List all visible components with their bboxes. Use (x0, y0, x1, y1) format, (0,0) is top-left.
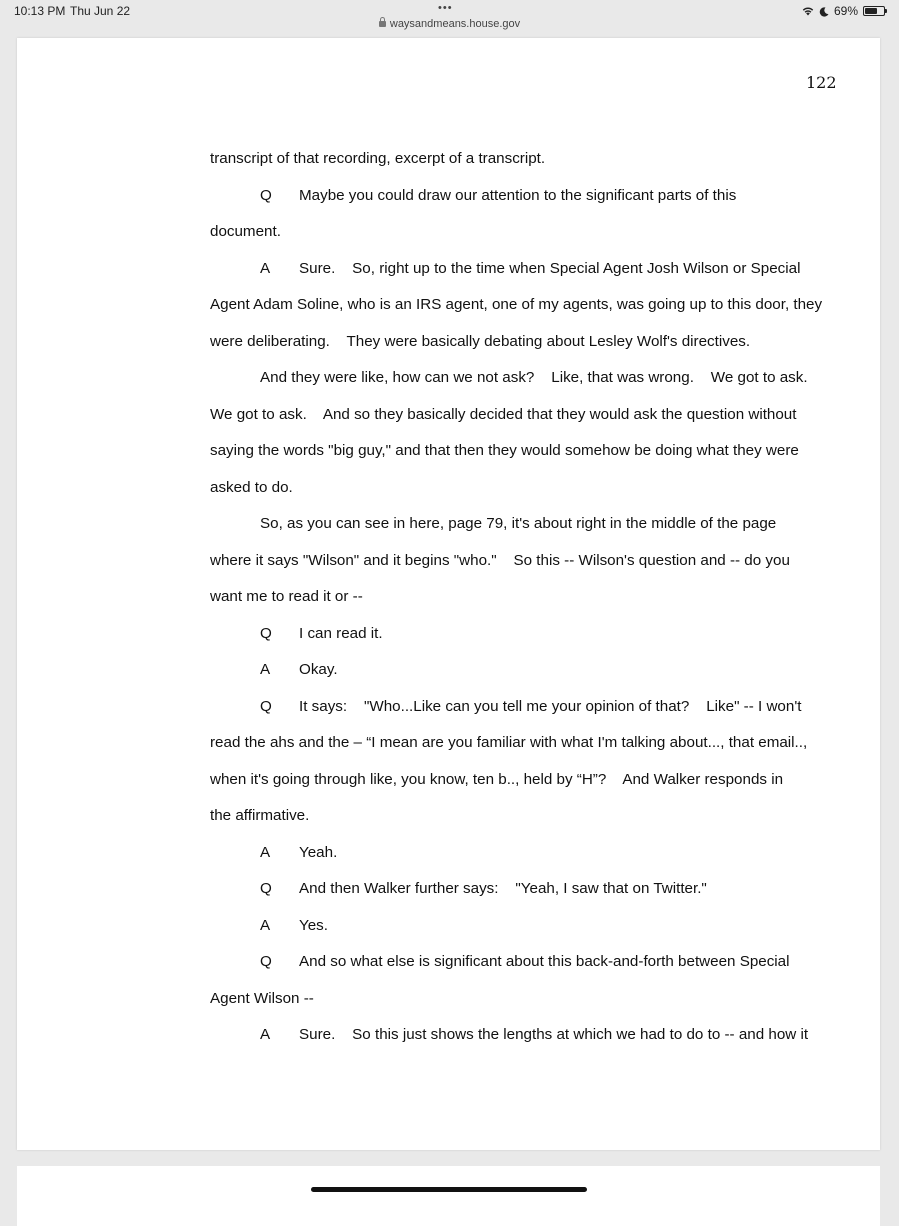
transcript-line: So, as you can see in here, page 79, it's about right in the middle of the page (260, 515, 777, 532)
status-bar (0, 0, 899, 38)
transcript-line: document. (210, 223, 281, 240)
address-bar[interactable] (0, 18, 899, 30)
transcript-line: were deliberating. They were basically debating about Lesley Wolf's directives. (210, 332, 751, 350)
speaker-label: Q (260, 697, 272, 715)
status-time: 10:13 PM (14, 4, 66, 18)
home-indicator[interactable] (311, 1187, 587, 1192)
page-number: 122 (806, 73, 837, 92)
transcript-line: It says: "Who...Like can you tell me your opinion of that? Like" -- I won't (299, 697, 802, 715)
transcript-line: Agent Adam Soline, who is an IRS agent, one of my agents, was going up to this door, they (210, 296, 823, 313)
transcript-line: I can read it. (299, 624, 383, 642)
speaker-label: A (260, 259, 271, 277)
status-date: Thu Jun 22 (70, 4, 131, 18)
speaker-label: A (260, 661, 271, 678)
status-indicators (802, 4, 885, 18)
transcript-line: We got to ask. And so they basically decided that they would ask the question without (210, 405, 797, 423)
transcript-line: And they were like, how can we not ask? Like, that was wrong. We got to ask. (260, 369, 808, 386)
moon-icon (819, 6, 829, 16)
battery-percent: 69% (833, 4, 858, 18)
transcript-line: the affirmative. (210, 807, 310, 824)
transcript-line: And then Walker further says: "Yeah, I saw that on Twitter." (299, 880, 707, 897)
speaker-label: Q (260, 624, 272, 642)
transcript-line: saying the words "big guy," and that then they would somehow be doing what they were (210, 442, 799, 459)
url-text: waysandmeans.house.gov (389, 18, 521, 30)
speaker-label: Q (260, 186, 272, 204)
speaker-label: Q (260, 953, 272, 970)
document-page (17, 38, 880, 1150)
wifi-icon (802, 6, 814, 16)
battery-icon (863, 6, 885, 16)
transcript-line: read the ahs and the – “I mean are you familiar with what I'm talking about..., that email.., (210, 734, 808, 751)
transcript-line: Okay. (299, 661, 338, 678)
speaker-label: A (260, 1026, 271, 1043)
transcript-line: where it says "Wilson" and it begins "who." So this -- Wilson's question and -- do you (210, 551, 790, 569)
transcript-line: Sure. So, right up to the time when Special Agent Josh Wilson or Special (299, 259, 801, 277)
transcript-line: And so what else is significant about this back-and-forth between Special (299, 953, 790, 970)
transcript-line: want me to read it or -- (210, 588, 363, 605)
transcript-line: Sure. So this just shows the lengths at which we had to do to -- and how it (299, 1026, 809, 1043)
multitasking-dots-icon[interactable]: ••• (438, 2, 453, 14)
transcript-line: Maybe you could draw our attention to the significant parts of this (299, 186, 737, 204)
next-document-page (17, 1166, 880, 1226)
transcript-line: transcript of that recording, excerpt of a transcript. (210, 150, 546, 167)
speaker-label: Q (260, 880, 272, 897)
transcript-line: when it's going through like, you know, ten b.., held by “H”? And Walker responds in (210, 770, 784, 788)
lock-icon (379, 21, 386, 27)
transcript-line: Yes. (299, 916, 328, 934)
speaker-label: A (260, 916, 271, 934)
speaker-label: A (260, 843, 271, 861)
transcript-line: Agent Wilson -- (210, 989, 314, 1007)
transcript-line: Yeah. (299, 843, 338, 861)
transcript-line: asked to do. (210, 478, 293, 496)
